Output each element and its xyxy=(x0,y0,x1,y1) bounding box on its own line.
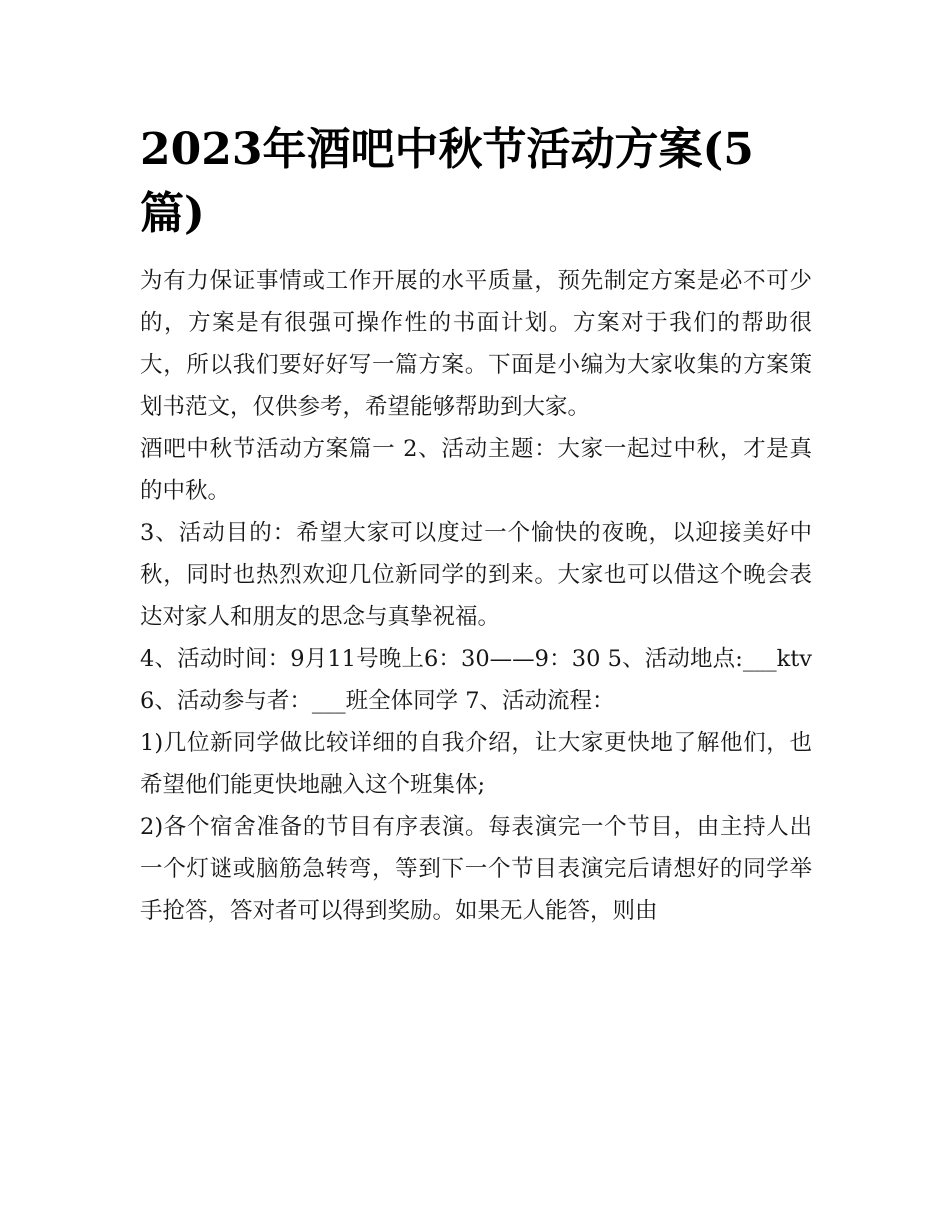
paragraph-time-place: 4、活动时间：9月11号晚上6：30——9：30 5、活动地点:___ktv 6、活动参与者：___班全体同学 7、活动流程： xyxy=(140,646,812,714)
paragraph-purpose: 3、活动目的：希望大家可以度过一个愉快的夜晚，以迎接美好中秋，同时也热烈欢迎几位新同学的到来。大家也可以借这个晚会表达对家人和朋友的思念与真挚祝福。 xyxy=(140,520,812,630)
paragraph-intro: 为有力保证事情或工作开展的水平质量，预先制定方案是必不可少的，方案是有很强可操作性的书面计划。方案对于我们的帮助很大，所以我们要好好写一篇方案。下面是小编为大家收集的方案策划书范文，仅供参考，希望能够帮助到大家。 xyxy=(140,268,812,420)
document-body xyxy=(140,118,812,932)
paragraph-theme: 酒吧中秋节活动方案篇一 2、活动主题：大家一起过中秋，才是真的中秋。 xyxy=(140,436,812,504)
paragraph-step-2: 2)各个宿舍准备的节目有序表演。每表演完一个节目，由主持人出一个灯谜或脑筋急转弯，等到下一个节目表演完后请想好的同学举手抢答，答对者可以得到奖励。如果无人能答，则由 xyxy=(140,814,812,924)
paragraph-step-1: 1)几位新同学做比较详细的自我介绍，让大家更快地了解他们，也希望他们能更快地融入这个班集体; xyxy=(140,730,812,798)
document-title: 2023年酒吧中秋节活动方案(5篇) xyxy=(140,124,754,239)
